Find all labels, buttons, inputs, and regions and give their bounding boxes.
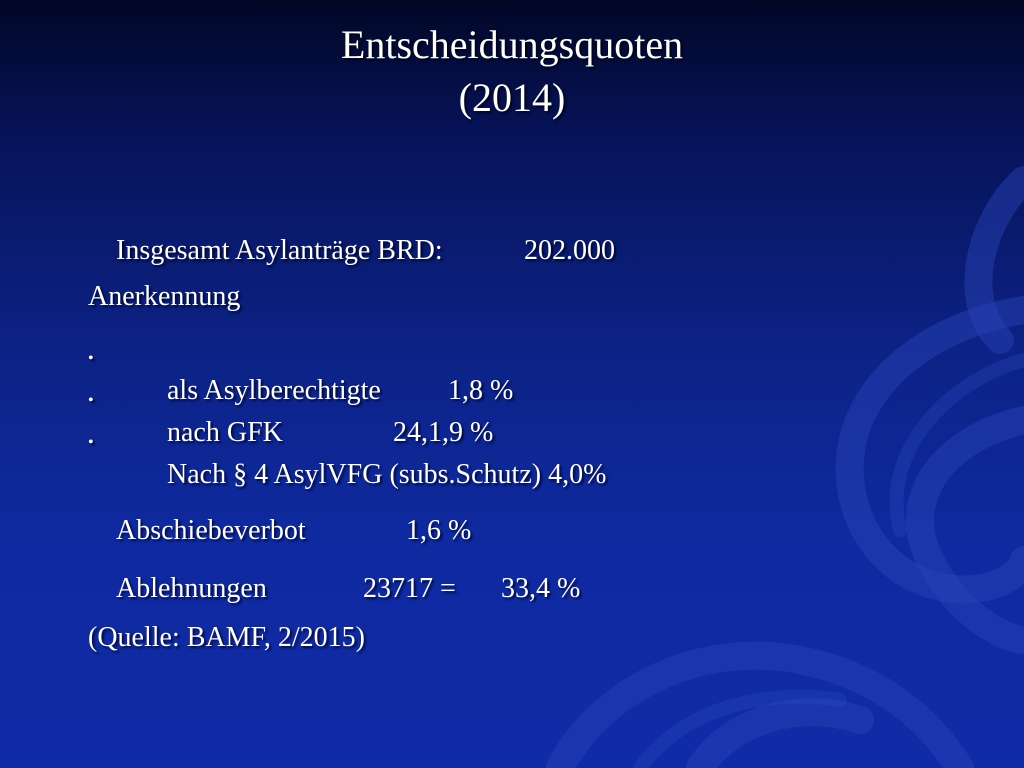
recognition-heading: Anerkennung xyxy=(88,281,241,312)
bullet-label: als Asylberechtigte xyxy=(167,375,381,406)
total-applications-label: Insgesamt Asylanträge BRD: xyxy=(116,235,443,266)
bullet-icon: • xyxy=(88,434,94,451)
deportation-ban-label: Abschiebeverbot xyxy=(116,515,306,546)
slide-title-line-1: Entscheidungsquoten xyxy=(340,22,684,67)
rejections-count: 23717 = xyxy=(363,573,456,604)
source-note: (Quelle: BAMF, 2/2015) xyxy=(88,622,365,653)
slide-title-line-2: (2014) xyxy=(458,75,566,120)
rejections-label: Ablehnungen xyxy=(116,573,267,604)
deportation-ban-value: 1,6 % xyxy=(406,515,472,546)
bullet-icon: • xyxy=(88,350,94,367)
bullet-label: nach GFK xyxy=(167,417,283,448)
total-applications-value: 202.000 xyxy=(524,235,615,266)
bullet-icon: • xyxy=(88,392,94,409)
bullet-value: 24,1,9 % xyxy=(393,417,494,448)
rejections-value: 33,4 % xyxy=(501,573,581,604)
bullet-value: 1,8 % xyxy=(448,375,514,406)
bullet-label: Nach § 4 AsylVFG (subs.Schutz) 4,0% xyxy=(167,459,607,490)
